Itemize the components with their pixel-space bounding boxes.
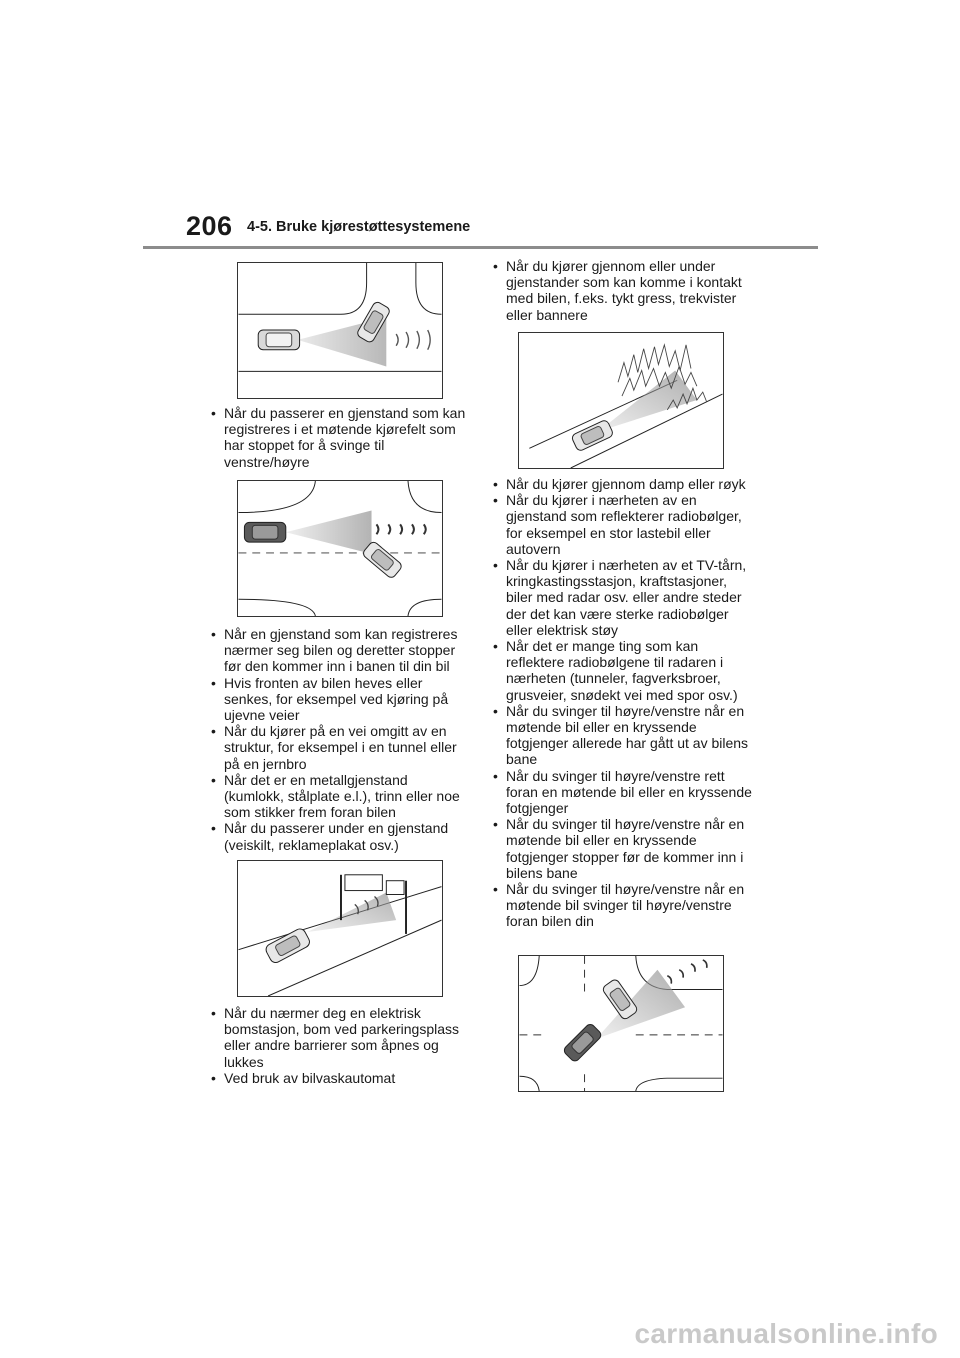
list-item: • Når du svinger til høyre/venstre når en møtende bil svinger til høyre/venstre foran bilen din xyxy=(493,881,755,930)
list-item: • Når det er en metallgjenstand (kumlokk, stålplate e.l.), trinn eller noe som stikker frem foran bilen xyxy=(211,772,466,821)
figure-intersection-turn xyxy=(518,955,724,1092)
right-list-1 xyxy=(493,258,755,323)
figure-overhead-sign xyxy=(237,860,443,997)
left-list-1 xyxy=(211,405,466,470)
figure-thick-grass xyxy=(518,332,724,469)
list-item: • Når du passerer en gjenstand som kan registreres i et møtende kjørefelt som har stoppet for å svinge til venstre/høyre xyxy=(211,405,466,470)
list-item: • Når du kjører på en vei omgitt av en struktur, for eksempel i en tunnel eller på en jernbro xyxy=(211,723,466,772)
watermark: carmanualsonline.info xyxy=(634,1318,938,1349)
list-item: • Når du kjører i nærheten av et TV-tårn, kringkastingsstasjon, kraftstasjoner, biler med radar osv. eller andre steder der det kan være sterke radiobølger eller elektrisk støy xyxy=(493,557,755,638)
left-list-3 xyxy=(211,1005,466,1086)
list-item: • Ved bruk av bilvaskautomat xyxy=(211,1070,466,1086)
figure-car-turning-oncoming xyxy=(237,262,443,399)
header-divider xyxy=(143,246,818,249)
list-item: • Når du kjører i nærheten av en gjenstand som reflekterer radiobølger, for eksempel en stor lastebil eller autovern xyxy=(493,492,755,557)
left-list-2 xyxy=(211,626,466,853)
right-list-2 xyxy=(493,476,755,930)
section-title: 4-5. Bruke kjørestøttesystemene xyxy=(247,219,471,235)
page-number: 206 xyxy=(186,211,233,241)
list-item: • Når du passerer under en gjenstand (veiskilt, reklameplakat osv.) xyxy=(211,820,466,852)
list-item: • Når du svinger til høyre/venstre rett foran en møtende bil eller en kryssende fotgjenger xyxy=(493,768,755,817)
figure-object-approaching xyxy=(237,480,443,617)
list-item: • Når du svinger til høyre/venstre når en møtende bil eller en kryssende fotgjenger stopper før de kommer inn i bilens bane xyxy=(493,816,755,881)
list-item: • Når du kjører gjennom eller under gjenstander som kan komme i kontakt med bilen, f.eks. tykt gress, trekvister eller bannere xyxy=(493,258,755,323)
list-item: • Når du nærmer deg en elektrisk bomstasjon, bom ved parkeringsplass eller andre barrierer som åpnes og lukkes xyxy=(211,1005,466,1070)
list-item: • Hvis fronten av bilen heves eller senkes, for eksempel ved kjøring på ujevne veier xyxy=(211,675,466,724)
list-item: • Når en gjenstand som kan registreres nærmer seg bilen og deretter stopper før den kommer inn i banen til din bil xyxy=(211,626,466,675)
list-item: • Når det er mange ting som kan reflektere radiobølgene til radaren i nærheten (tunneler, fagverksbroer, grusveier, snødekt vei med spor osv.) xyxy=(493,638,755,703)
list-item: • Når du svinger til høyre/venstre når en møtende bil eller en kryssende fotgjenger allerede har gått ut av bilens bane xyxy=(493,703,755,768)
list-item: • Når du kjører gjennom damp eller røyk xyxy=(493,476,755,492)
